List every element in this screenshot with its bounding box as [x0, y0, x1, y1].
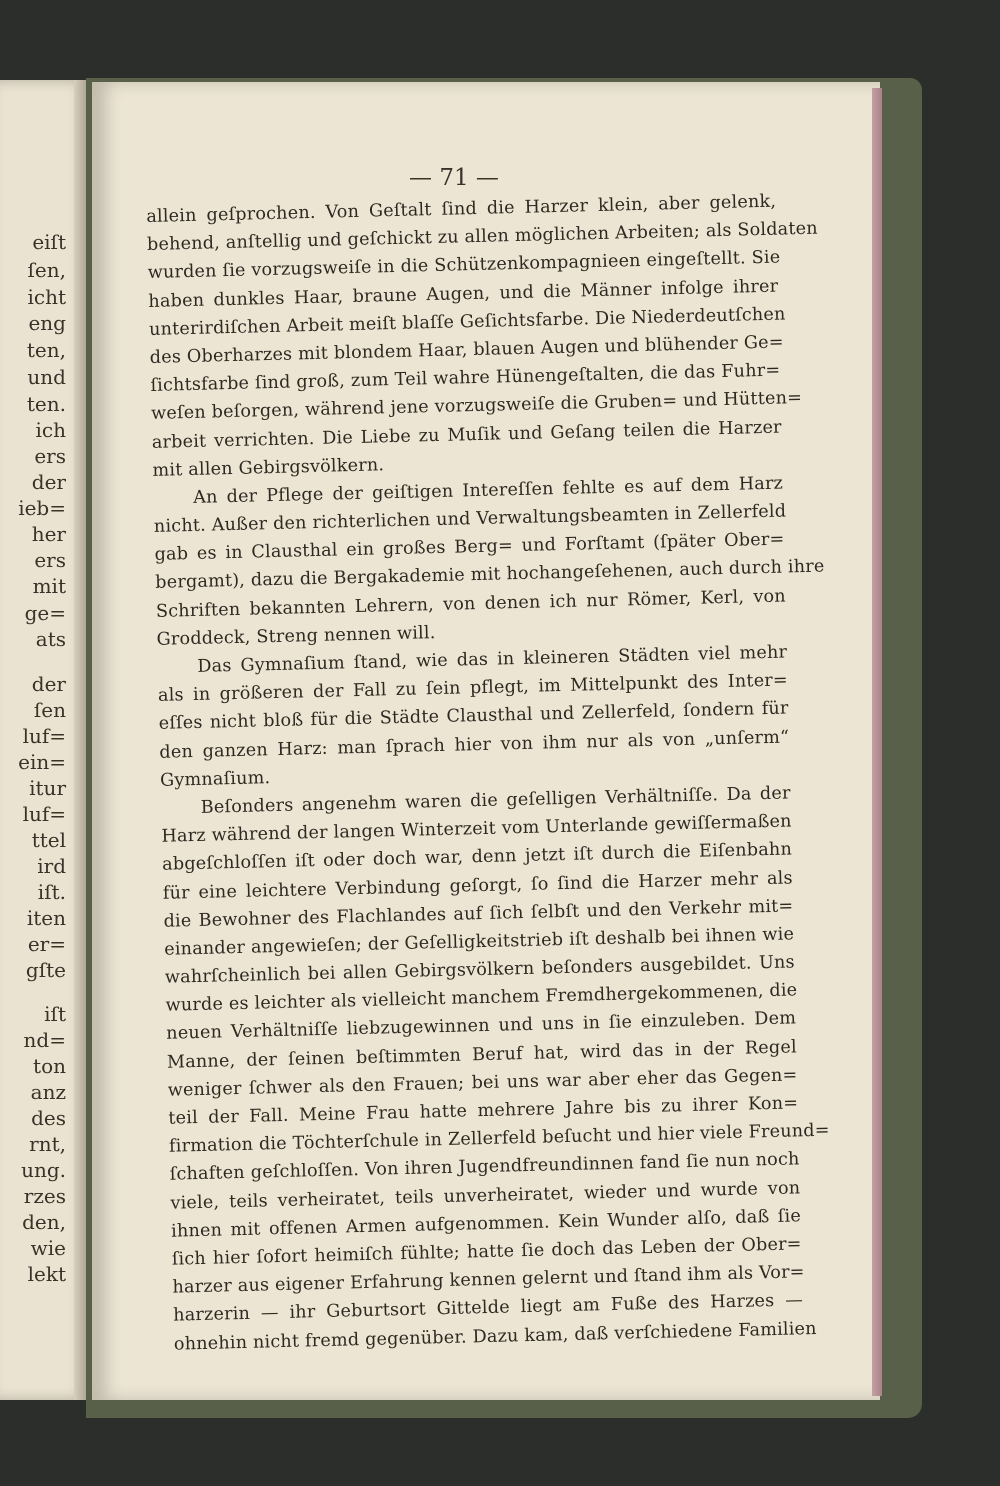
text-line: des Oberharzes mit blondem Haar, blauen Augen und blühender Ge= [149, 332, 784, 368]
text-line: die Bewohner des Flachlandes auf ſich ſelbſt und den Verkehr mit= [163, 896, 794, 932]
text-line: An der Pflege der geiſtigen Intereſſen fehlte es auf dem Harz [192, 473, 784, 508]
text-line: den ganzen Harz: man ſprach hier von ihm nur als von „unſerm“ [159, 727, 790, 763]
text-line: als in größeren der Fall zu ſein pflegt, im Mittelpunkt des Inter= [157, 670, 789, 707]
text-line: Das Gymnaſium ſtand, wie das in kleineren Städten viel mehr [197, 642, 788, 677]
text-line: weniger ſchwer als den Frauen; bei uns war aber eher das Gegen= [167, 1065, 798, 1101]
text-line: Manne, der ſeinen beſtimmten Beruf hat, wird das in der Regel [166, 1036, 798, 1073]
text-line: Harz während der langen Winterzeit vom Unterlande gewiſſermaßen [161, 811, 792, 847]
left-page-fragment: nd= [23, 1028, 66, 1052]
left-page-fragment: ten, [26, 338, 66, 362]
left-page-fragment: ein= [18, 750, 66, 774]
left-page-fragment: eng [28, 311, 66, 335]
text-line: unterirdiſchen Arbeit meiſt blaſſe Geſichtsfarbe. Die Niederdeutſchen [148, 304, 786, 340]
left-page-fragment: luf= [22, 802, 66, 826]
page-number: — 71 — [409, 165, 499, 191]
left-page-fragment: iſt [44, 1002, 66, 1026]
text-line: teil der Fall. Meine Frau hatte mehrere Jahre bis zu ihrer Kon= [168, 1093, 799, 1129]
text-line: ſchaften geſchloſſen. Von ihren Jugendfreundinnen fand ſie nun noch [169, 1149, 800, 1186]
left-page-fragment: rzes [23, 1184, 66, 1208]
text-line: behend, anſtellig und geſchickt zu allen möglichen Arbeiten; als Soldaten [146, 218, 819, 256]
body-text [146, 188, 830, 1359]
text-line: eſſes nicht bloß für die Städte Clausthal und Zellerfeld, ſondern für [158, 698, 789, 735]
text-line: Beſonders angenehm waren die geſelligen Verhältniſſe. Da der [200, 783, 791, 818]
left-page-fragment: lekt [27, 1262, 66, 1286]
text-line: Schriften bekannten Lehrern, von denen ich nur Römer, Kerl, von [155, 586, 787, 622]
text-line: bergamt), dazu die Bergakademie mit hochangeſehenen, auch durch ihre [155, 556, 825, 594]
text-line: allein geſprochen. Von Geſtalt ſind die Harzer klein, aber gelenk, [146, 191, 777, 227]
left-page-fragment: ten. [26, 392, 66, 416]
text-line: gab es in Clausthal ein großes Berg= und Forſtamt (ſpäter Ober= [154, 529, 785, 566]
text-line: ſichtsfarbe ſind groß, zum Teil wahre Hünengeſtalten, die das Fuhr= [150, 360, 781, 397]
left-page-fragment: ats [35, 627, 66, 651]
text-line: nicht. Außer den richterlichen und Verwaltungsbeamten in Zellerfeld [153, 501, 787, 537]
text-line: Gymnaſium. [159, 767, 271, 791]
text-line: ſich hier ſofort heimiſch fühlte; hatte ſie doch das Leben der Ober= [171, 1234, 802, 1270]
left-page-fragment: ttel [31, 828, 66, 852]
left-page-fragment: eiſt [32, 230, 66, 254]
left-page-fragment: itur [29, 776, 66, 800]
left-page-fragment: iſt. [37, 880, 66, 904]
text-line: harzerin — ihr Geburtsort Gittelde liegt am Fuße des Harzes — [172, 1290, 804, 1326]
text-line: ohnehin nicht fremd gegenüber. Dazu kam, daß verſchiedene Familien [173, 1318, 817, 1355]
left-page-fragment: und [27, 365, 66, 389]
left-page-fragment: ers [34, 444, 66, 468]
left-page-fragment: ich [35, 418, 66, 442]
left-page-fragment: wie [30, 1236, 66, 1260]
text-line: viele, teils verheiratet, teils unverheiratet, wieder und wurde von [170, 1177, 801, 1214]
left-page-fragment: der [31, 470, 66, 494]
left-page-fragment: ieb= [18, 496, 66, 520]
left-page-fragment: iten [26, 906, 66, 930]
left-page-fragment: rnt, [29, 1132, 66, 1156]
text-line: mit allen Gebirgsvölkern. [152, 454, 385, 481]
left-page-fragment: ung. [21, 1158, 66, 1182]
text-line: firmation die Töchterſchule in Zellerfeld beſucht und hier viele Freund= [168, 1120, 830, 1157]
left-page-fragment: anz [30, 1080, 66, 1104]
text-line: harzer aus eigener Erfahrung kennen gelernt und ſtand ihm als Vor= [172, 1262, 805, 1298]
text-line: wurde es leichter als vielleicht manchem Fremdhergekommenen, die [165, 980, 798, 1017]
left-page-fragment: mit [32, 574, 66, 598]
text-line: weſen beſorgen, während jene vorzugsweiſe die Gruben= und Hütten= [150, 388, 803, 425]
text-line: abgeſchloſſen iſt oder doch war, denn jetzt iſt durch die Eiſenbahn [161, 839, 793, 876]
left-page-fragment: ird [37, 854, 66, 878]
left-page-fragment: luf= [22, 724, 66, 748]
left-page-fragment: ton [33, 1054, 66, 1078]
left-page-fragment: ſen [33, 698, 66, 722]
text-line: für eine leichtere Verbindung geſorgt, ſo ſind die Harzer mehr als [162, 867, 793, 904]
left-page-fragment: ge= [24, 601, 66, 625]
text-line: wurden ſie vorzugsweiſe in die Schützenkompagnieen eingeſtellt. Sie [147, 247, 781, 284]
left-page-fragment: des [31, 1106, 66, 1130]
text-line: haben dunkles Haar, braune Augen, und die Männer infolge ihrer [148, 276, 779, 312]
page-edge [872, 88, 882, 1396]
left-page-fragment: icht [27, 285, 66, 309]
text-line: wahrſcheinlich bei allen Gebirgsvölkern beſonders ausgebildet. Uns [164, 952, 795, 988]
left-page-fragment: der [31, 672, 66, 696]
left-page-fragment: her [31, 522, 66, 546]
text-line: ihnen mit offenen Armen aufgenommen. Kein Wunder alſo, daß ſie [170, 1206, 802, 1242]
left-page-fragment: er= [27, 932, 66, 956]
text-line: neuen Verhältniſſe liebzugewinnen und uns in ſie einzuleben. Dem [166, 1008, 797, 1045]
left-page-fragment: ers [34, 548, 66, 572]
left-page-fragment: gſte [25, 958, 66, 982]
left-page-fragment: den, [22, 1210, 66, 1234]
text-line: arbeit verrichten. Die Liebe zu Muſik und Geſang teilen die Harzer [151, 417, 782, 453]
left-page-fragment: ſen, [27, 258, 66, 282]
text-line: Groddeck, Streng nennen will. [156, 622, 436, 650]
text-line: einander angewieſen; der Geſelligkeitstrieb iſt deshalb bei ihnen wie [164, 924, 795, 960]
